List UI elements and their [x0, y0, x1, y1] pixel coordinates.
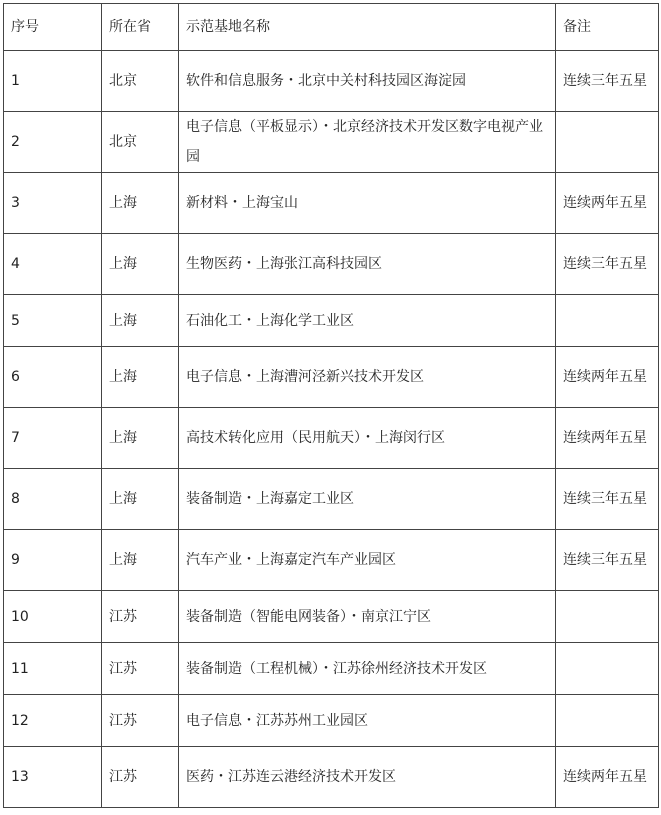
- cell-name: 软件和信息服务・北京中关村科技园区海淀园: [179, 51, 556, 112]
- cell-seq: 5: [4, 295, 102, 347]
- cell-seq: 8: [4, 469, 102, 530]
- cell-province: 上海: [102, 234, 179, 295]
- cell-remark: 连续三年五星: [556, 469, 659, 530]
- cell-province: 上海: [102, 173, 179, 234]
- cell-province: 上海: [102, 469, 179, 530]
- cell-province: 北京: [102, 112, 179, 173]
- cell-province: 江苏: [102, 643, 179, 695]
- cell-province: 江苏: [102, 747, 179, 808]
- cell-seq: 1: [4, 51, 102, 112]
- header-province: 所在省: [102, 4, 179, 51]
- table-row: [4, 747, 659, 808]
- cell-seq: 6: [4, 347, 102, 408]
- cell-seq: 4: [4, 234, 102, 295]
- cell-province: 江苏: [102, 591, 179, 643]
- cell-name: 高技术转化应用（民用航天）・上海闵行区: [179, 408, 556, 469]
- cell-name: 装备制造（智能电网装备）・南京江宁区: [179, 591, 556, 643]
- cell-seq: 3: [4, 173, 102, 234]
- cell-province: 江苏: [102, 695, 179, 747]
- table-row: [4, 469, 659, 530]
- table-row: [4, 234, 659, 295]
- cell-seq: 7: [4, 408, 102, 469]
- cell-seq: 11: [4, 643, 102, 695]
- header-remark: 备注: [556, 4, 659, 51]
- demonstration-base-table: [3, 3, 659, 808]
- cell-name: 装备制造・上海嘉定工业区: [179, 469, 556, 530]
- table-row: [4, 643, 659, 695]
- cell-remark: 连续三年五星: [556, 51, 659, 112]
- cell-remark: [556, 643, 659, 695]
- cell-remark: [556, 695, 659, 747]
- cell-remark: [556, 591, 659, 643]
- table-row: [4, 591, 659, 643]
- cell-name: 汽车产业・上海嘉定汽车产业园区: [179, 530, 556, 591]
- cell-province: 上海: [102, 347, 179, 408]
- cell-remark: 连续三年五星: [556, 234, 659, 295]
- cell-remark: [556, 112, 659, 173]
- cell-seq: 10: [4, 591, 102, 643]
- cell-remark: [556, 295, 659, 347]
- cell-name: 新材料・上海宝山: [179, 173, 556, 234]
- table-row: [4, 530, 659, 591]
- cell-name: 电子信息（平板显示）・北京经济技术开发区数字电视产业园: [179, 112, 556, 173]
- cell-remark: 连续两年五星: [556, 173, 659, 234]
- header-name: 示范基地名称: [179, 4, 556, 51]
- cell-seq: 9: [4, 530, 102, 591]
- cell-province: 上海: [102, 530, 179, 591]
- cell-seq: 13: [4, 747, 102, 808]
- table-row: [4, 295, 659, 347]
- cell-seq: 12: [4, 695, 102, 747]
- table-row: [4, 347, 659, 408]
- table-header-row: [4, 4, 659, 51]
- table-row: [4, 173, 659, 234]
- cell-remark: 连续两年五星: [556, 747, 659, 808]
- table-row: [4, 695, 659, 747]
- cell-seq: 2: [4, 112, 102, 173]
- cell-name: 生物医药・上海张江高科技园区: [179, 234, 556, 295]
- cell-name: 医药・江苏连云港经济技术开发区: [179, 747, 556, 808]
- cell-province: 北京: [102, 51, 179, 112]
- table-row: [4, 51, 659, 112]
- cell-name: 电子信息・江苏苏州工业园区: [179, 695, 556, 747]
- cell-province: 上海: [102, 408, 179, 469]
- header-seq: 序号: [4, 4, 102, 51]
- cell-remark: 连续三年五星: [556, 530, 659, 591]
- cell-name: 装备制造（工程机械）・江苏徐州经济技术开发区: [179, 643, 556, 695]
- cell-name: 电子信息・上海漕河泾新兴技术开发区: [179, 347, 556, 408]
- cell-province: 上海: [102, 295, 179, 347]
- cell-name: 石油化工・上海化学工业区: [179, 295, 556, 347]
- cell-remark: 连续两年五星: [556, 347, 659, 408]
- table-row: [4, 112, 659, 173]
- cell-remark: 连续两年五星: [556, 408, 659, 469]
- table-row: [4, 408, 659, 469]
